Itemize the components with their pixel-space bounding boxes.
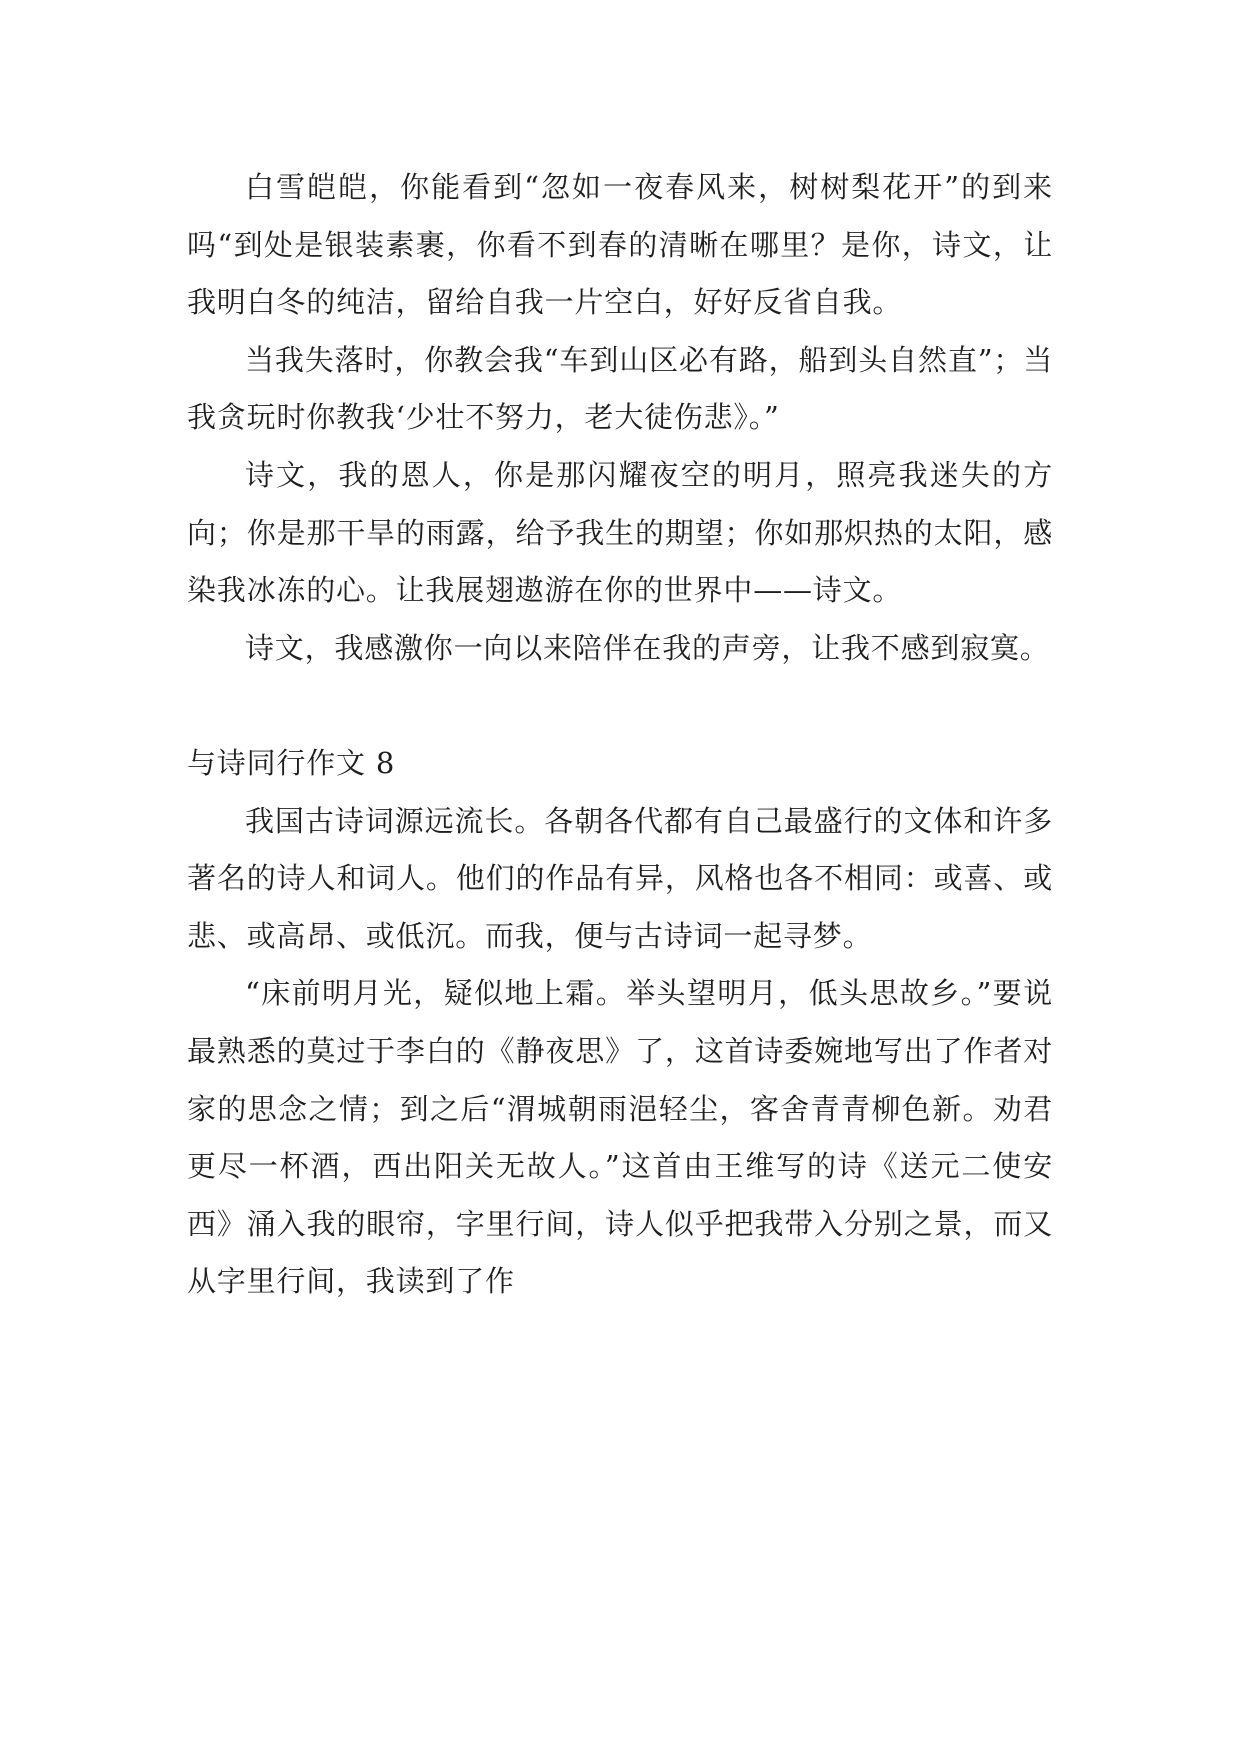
paragraph-benefactor: 诗文，我的恩人，你是那闪耀夜空的明月，照亮我迷失的方向；你是那干旱的雨露，给予我生的期望；你如那炽热的太阳，感染我冰冻的心。让我展翅遨游在你的世界中——诗文。 — [187, 457, 1053, 608]
paragraph-snow: 白雪皑皑，你能看到“忽如一夜春风来，树树梨花开”的到来吗“到处是银装素裹，你看不到春的清晰在哪里？是你，诗文，让我明白冬的纯洁，留给自我一片空白，好好反省自我。 — [187, 170, 1053, 320]
paragraph-quiet-night: “床前明月光，疑似地上霜。举头望明月，低头思故乡。”要说最熟悉的莫过于李白的《静夜思》了，这首诗委婉地写出了作者对家的思念之情；到之后“渭城朝雨浥轻尘，客舍青青柳色新。劝君更尽一杯酒，西出阳关无故人。”这首由王维写的诗《送元二使安西》涌入我的眼帘，字里行间，诗人似乎把我带入分别之景，而又从字里行间，我读到了作 — [187, 976, 1053, 1299]
paragraph-gratitude: 诗文，我感激你一向以来陪伴在我的声旁，让我不感到寂寞。 — [245, 630, 1050, 665]
section-title: 与诗同行作文 8 — [187, 745, 396, 780]
document-body — [187, 159, 1053, 1311]
paragraph-lost: 当我失落时，你教会我“车到山区必有路，船到头自然直”；当我贪玩时你教我‘少壮不努力，老大徒伤悲》。” — [187, 342, 1053, 435]
section-gap — [187, 677, 1053, 735]
paragraph-ancient-poetry: 我国古诗词源远流长。各朝各代都有自己最盛行的文体和许多著名的诗人和词人。他们的作品有异，风格也各不相同：或喜、或悲、或高昂、或低沉。而我，便与古诗词一起寻梦。 — [187, 803, 1053, 953]
